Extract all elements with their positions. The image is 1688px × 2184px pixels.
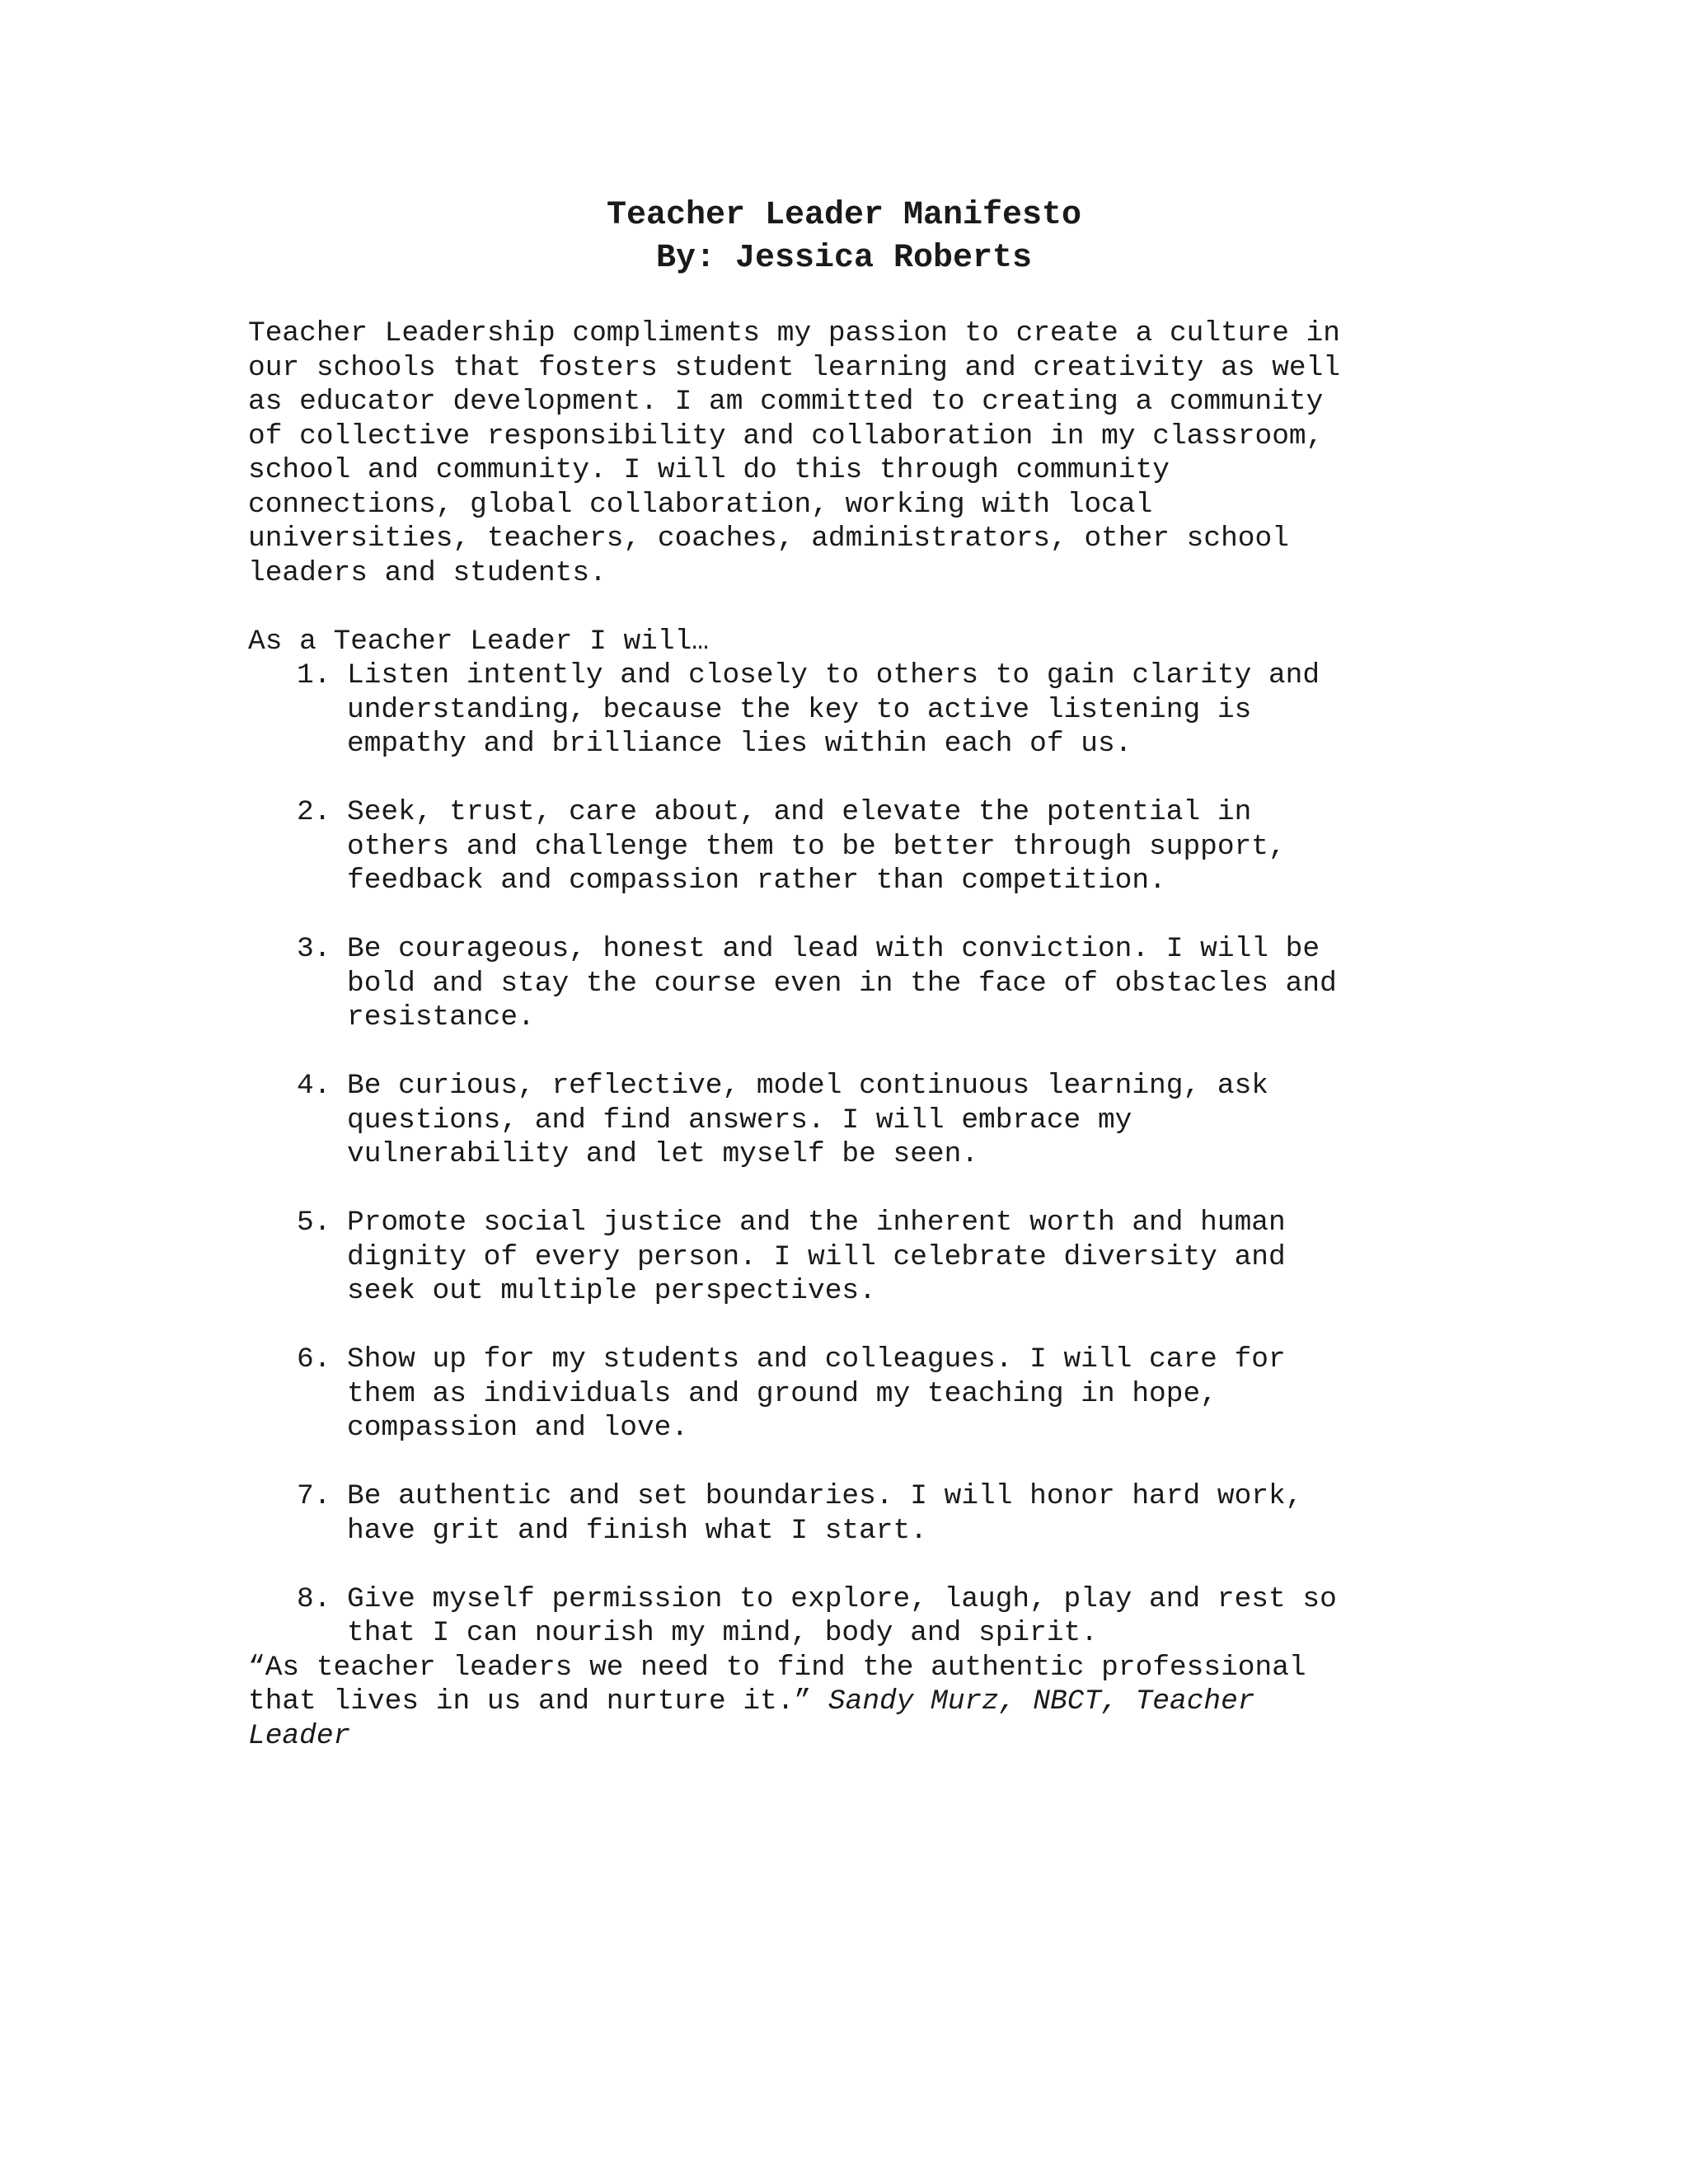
list-item-line: empathy and brilliance lies within each of us. xyxy=(347,728,1132,760)
list-item xyxy=(248,1479,1451,1548)
list-item xyxy=(248,1343,1451,1446)
quote-line: “As teacher leaders we need to find the authentic professional xyxy=(248,1651,1306,1684)
list-item-number: 1. xyxy=(297,659,331,691)
list-item-line: Give myself permission to explore, laugh, play and rest so xyxy=(347,1582,1337,1615)
intro-line: of collective responsibility and collaboration in my classroom, xyxy=(248,419,1324,452)
closing-quote xyxy=(248,1651,1451,1754)
list-item-line: Show up for my students and colleagues. I will care for xyxy=(347,1343,1286,1376)
list-item xyxy=(248,1206,1451,1309)
quote-attribution: Sandy Murz, NBCT, Teacher xyxy=(828,1685,1255,1718)
list-item xyxy=(248,658,1451,762)
list-item xyxy=(248,932,1451,1035)
list-item-line: resistance. xyxy=(347,1001,535,1033)
manifesto-list xyxy=(248,658,1451,1651)
list-item-line: feedback and compassion rather than competition. xyxy=(347,865,1166,897)
intro-line: Teacher Leadership compliments my passion to create a culture in xyxy=(248,317,1341,349)
list-item-line: Be authentic and set boundaries. I will honor hard work, xyxy=(347,1480,1303,1512)
document-byline: By: Jessica Roberts xyxy=(655,240,1033,277)
list-item xyxy=(248,1582,1451,1651)
list-item-line: Promote social justice and the inherent worth and human xyxy=(347,1207,1286,1239)
list-item-line: seek out multiple perspectives. xyxy=(347,1275,876,1307)
list-item-number: 7. xyxy=(297,1480,331,1512)
list-item-number: 6. xyxy=(297,1343,331,1376)
list-item-line: dignity of every person. I will celebrate diversity and xyxy=(347,1240,1286,1273)
document-body xyxy=(248,316,1451,1753)
quote-text: that lives in us and nurture it.” xyxy=(248,1685,828,1718)
list-item-line: have grit and finish what I start. xyxy=(347,1514,927,1547)
intro-line: leaders and students. xyxy=(248,556,607,589)
quote-attribution: Leader xyxy=(248,1719,351,1752)
list-item-number: 4. xyxy=(297,1070,331,1102)
intro-line: universities, teachers, coaches, administrators, other school xyxy=(248,523,1289,555)
list-item xyxy=(248,1069,1451,1172)
list-item-number: 8. xyxy=(297,1582,331,1615)
list-item-line: bold and stay the course even in the face of obstacles and xyxy=(347,967,1337,1000)
list-item xyxy=(248,795,1451,898)
list-item-line: understanding, because the key to active listening is xyxy=(347,693,1252,726)
intro-paragraph xyxy=(248,316,1451,590)
intro-line: our schools that fosters student learning and creativity as well xyxy=(248,351,1341,384)
list-item-line: them as individuals and ground my teaching in hope, xyxy=(347,1377,1217,1410)
intro-line: as educator development. I am committed to creating a community xyxy=(248,386,1324,418)
list-item-line: compassion and love. xyxy=(347,1412,689,1444)
list-item-line: Listen intently and closely to others to gain clarity and xyxy=(347,659,1320,691)
list-item-line: vulnerability and let myself be seen. xyxy=(347,1138,979,1170)
title-block xyxy=(0,194,1688,280)
list-item-line: Be courageous, honest and lead with conviction. I will be xyxy=(347,933,1320,965)
list-item-line: Seek, trust, care about, and elevate the potential in xyxy=(347,796,1252,828)
intro-line: connections, global collaboration, working with local xyxy=(248,488,1153,521)
list-item-line: that I can nourish my mind, body and spirit. xyxy=(347,1617,1098,1649)
paragraph-gap xyxy=(248,590,1451,625)
list-item-number: 5. xyxy=(297,1207,331,1239)
list-item-line: questions, and find answers. I will embrace my xyxy=(347,1104,1132,1137)
document-title: Teacher Leader Manifesto xyxy=(606,197,1082,234)
list-item-line: Be curious, reflective, model continuous learning, ask xyxy=(347,1070,1268,1102)
list-item-number: 2. xyxy=(297,796,331,828)
list-lead: As a Teacher Leader I will… xyxy=(248,625,709,658)
quote-line xyxy=(248,1685,1451,1719)
intro-line: school and community. I will do this through community xyxy=(248,454,1170,486)
list-item-line: others and challenge them to be better through support, xyxy=(347,830,1286,863)
list-item-number: 3. xyxy=(297,933,331,965)
